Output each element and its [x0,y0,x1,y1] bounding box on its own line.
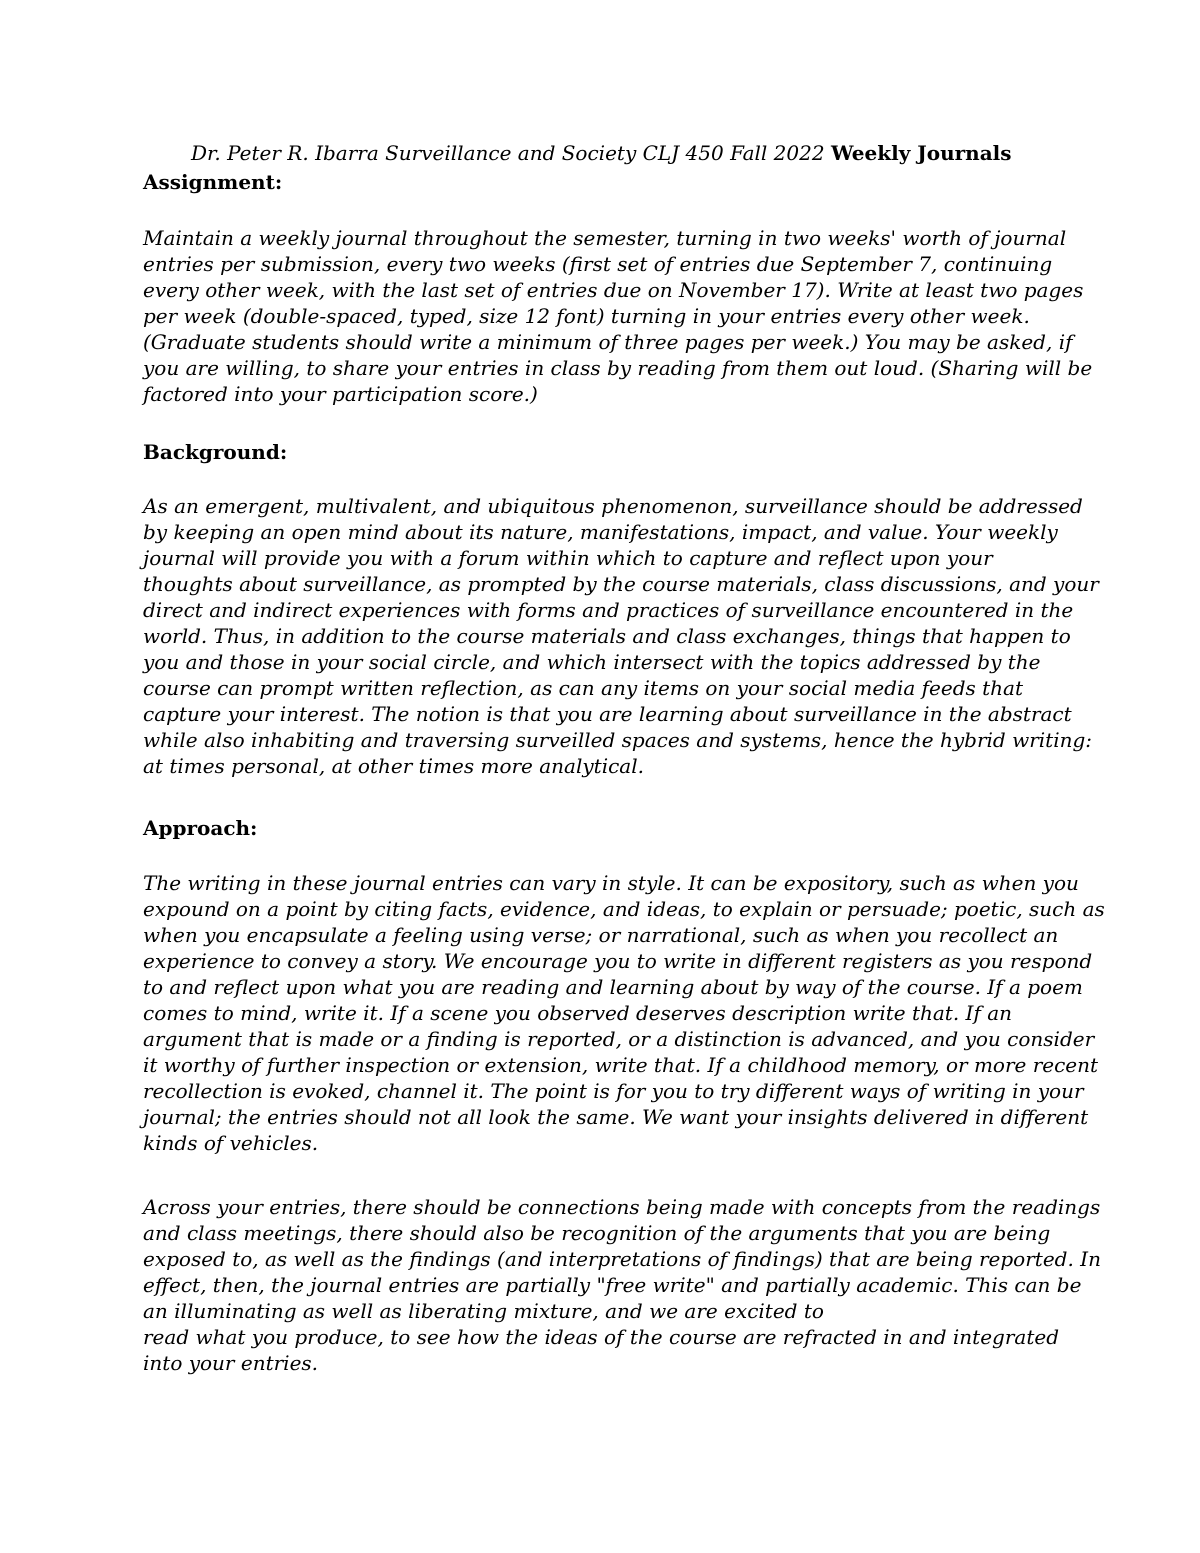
approach-line: recollection is evoked, channel it. The point is for you to try different ways of writing in your [143,1079,1084,1103]
assignment-line: every other week, with the last set of entries due on November 17). Write at least two pages [143,278,1084,302]
assignment-heading: Assignment: [143,170,283,194]
background-line: you and those in your social circle, and which intersect with the topics addressed by the [143,650,1041,674]
approach-line: comes to mind, write it. If a scene you observed deserves description write that. If an [143,1001,1013,1025]
approach-line: journal; the entries should not all look the same. We want your insights delivered in different [143,1105,1089,1129]
approach-line: expound on a point by citing facts, evidence, and ideas, to explain or persuade; poetic, such as [143,897,1105,921]
approach-line: read what you produce, to see how the ideas of the course are refracted in and integrated [143,1325,1059,1349]
course-line: Dr. Peter R. Ibarra Surveillance and Society CLJ 450 Fall 2022 [191,141,825,165]
assignment-line: Maintain a weekly journal throughout the semester, turning in two weeks' worth of journal [143,226,1067,250]
assignment-line: entries per submission, every two weeks (first set of entries due September 7, continuing [143,252,1053,276]
approach-line: it worthy of further inspection or extension, write that. If a childhood memory, or more recent [143,1053,1099,1077]
background-line: thoughts about surveillance, as prompted by the course materials, class discussions, and your [143,572,1099,596]
title-line [191,140,1012,166]
assignment-line: per week (double-spaced, typed, size 12 font) turning in your entries every other week. [143,304,1030,328]
approach-line: argument that is made or a finding is reported, or a distinction is advanced, and you consider [143,1027,1095,1051]
background-line: at times personal, at other times more analytical. [143,754,644,778]
background-line: As an emergent, multivalent, and ubiquitous phenomenon, surveillance should be addressed [143,494,1083,518]
approach-line: when you encapsulate a feeling using verse; or narrational, such as when you recollect an [143,923,1059,947]
approach-line: Across your entries, there should be connections being made with concepts from the readings [143,1195,1101,1219]
background-line: course can prompt written reflection, as can any items on your social media feeds that [143,676,1024,700]
approach-line: experience to convey a story. We encourage you to write in different registers as you respond [143,949,1093,973]
background-line: while also inhabiting and traversing surveilled spaces and systems, hence the hybrid writing: [143,728,1093,752]
background-line: capture your interest. The notion is that you are learning about surveillance in the abstract [143,702,1072,726]
document-title: Weekly Journals [830,141,1012,165]
approach-line: into your entries. [143,1351,319,1375]
background-line: world. Thus, in addition to the course materials and class exchanges, things that happen to [143,624,1071,648]
assignment-line: you are willing, to share your entries in class by reading from them out loud. (Sharing will be [143,356,1093,380]
approach-line: effect, then, the journal entries are partially "free write" and partially academic. This can be [143,1273,1082,1297]
assignment-line: (Graduate students should write a minimum of three pages per week.) You may be asked, if [143,330,1073,354]
approach-line: an illuminating as well as liberating mixture, and we are excited to [143,1299,824,1323]
approach-heading: Approach: [143,816,258,840]
approach-line: kinds of vehicles. [143,1131,319,1155]
assignment-line: factored into your participation score.) [143,382,538,406]
approach-line: to and reflect upon what you are reading and learning about by way of the course. If a poem [143,975,1083,999]
background-heading: Background: [143,440,288,464]
background-line: direct and indirect experiences with forms and practices of surveillance encountered in the [143,598,1074,622]
approach-line: The writing in these journal entries can vary in style. It can be expository, such as when you [143,871,1079,895]
approach-line: exposed to, as well as the findings (and interpretations of findings) that are being reported. In [143,1247,1101,1271]
background-line: by keeping an open mind about its nature, manifestations, impact, and value. Your weekly [143,520,1058,544]
approach-line: and class meetings, there should also be recognition of the arguments that you are being [143,1221,1051,1245]
background-line: journal will provide you with a forum within which to capture and reflect upon your [143,546,993,570]
